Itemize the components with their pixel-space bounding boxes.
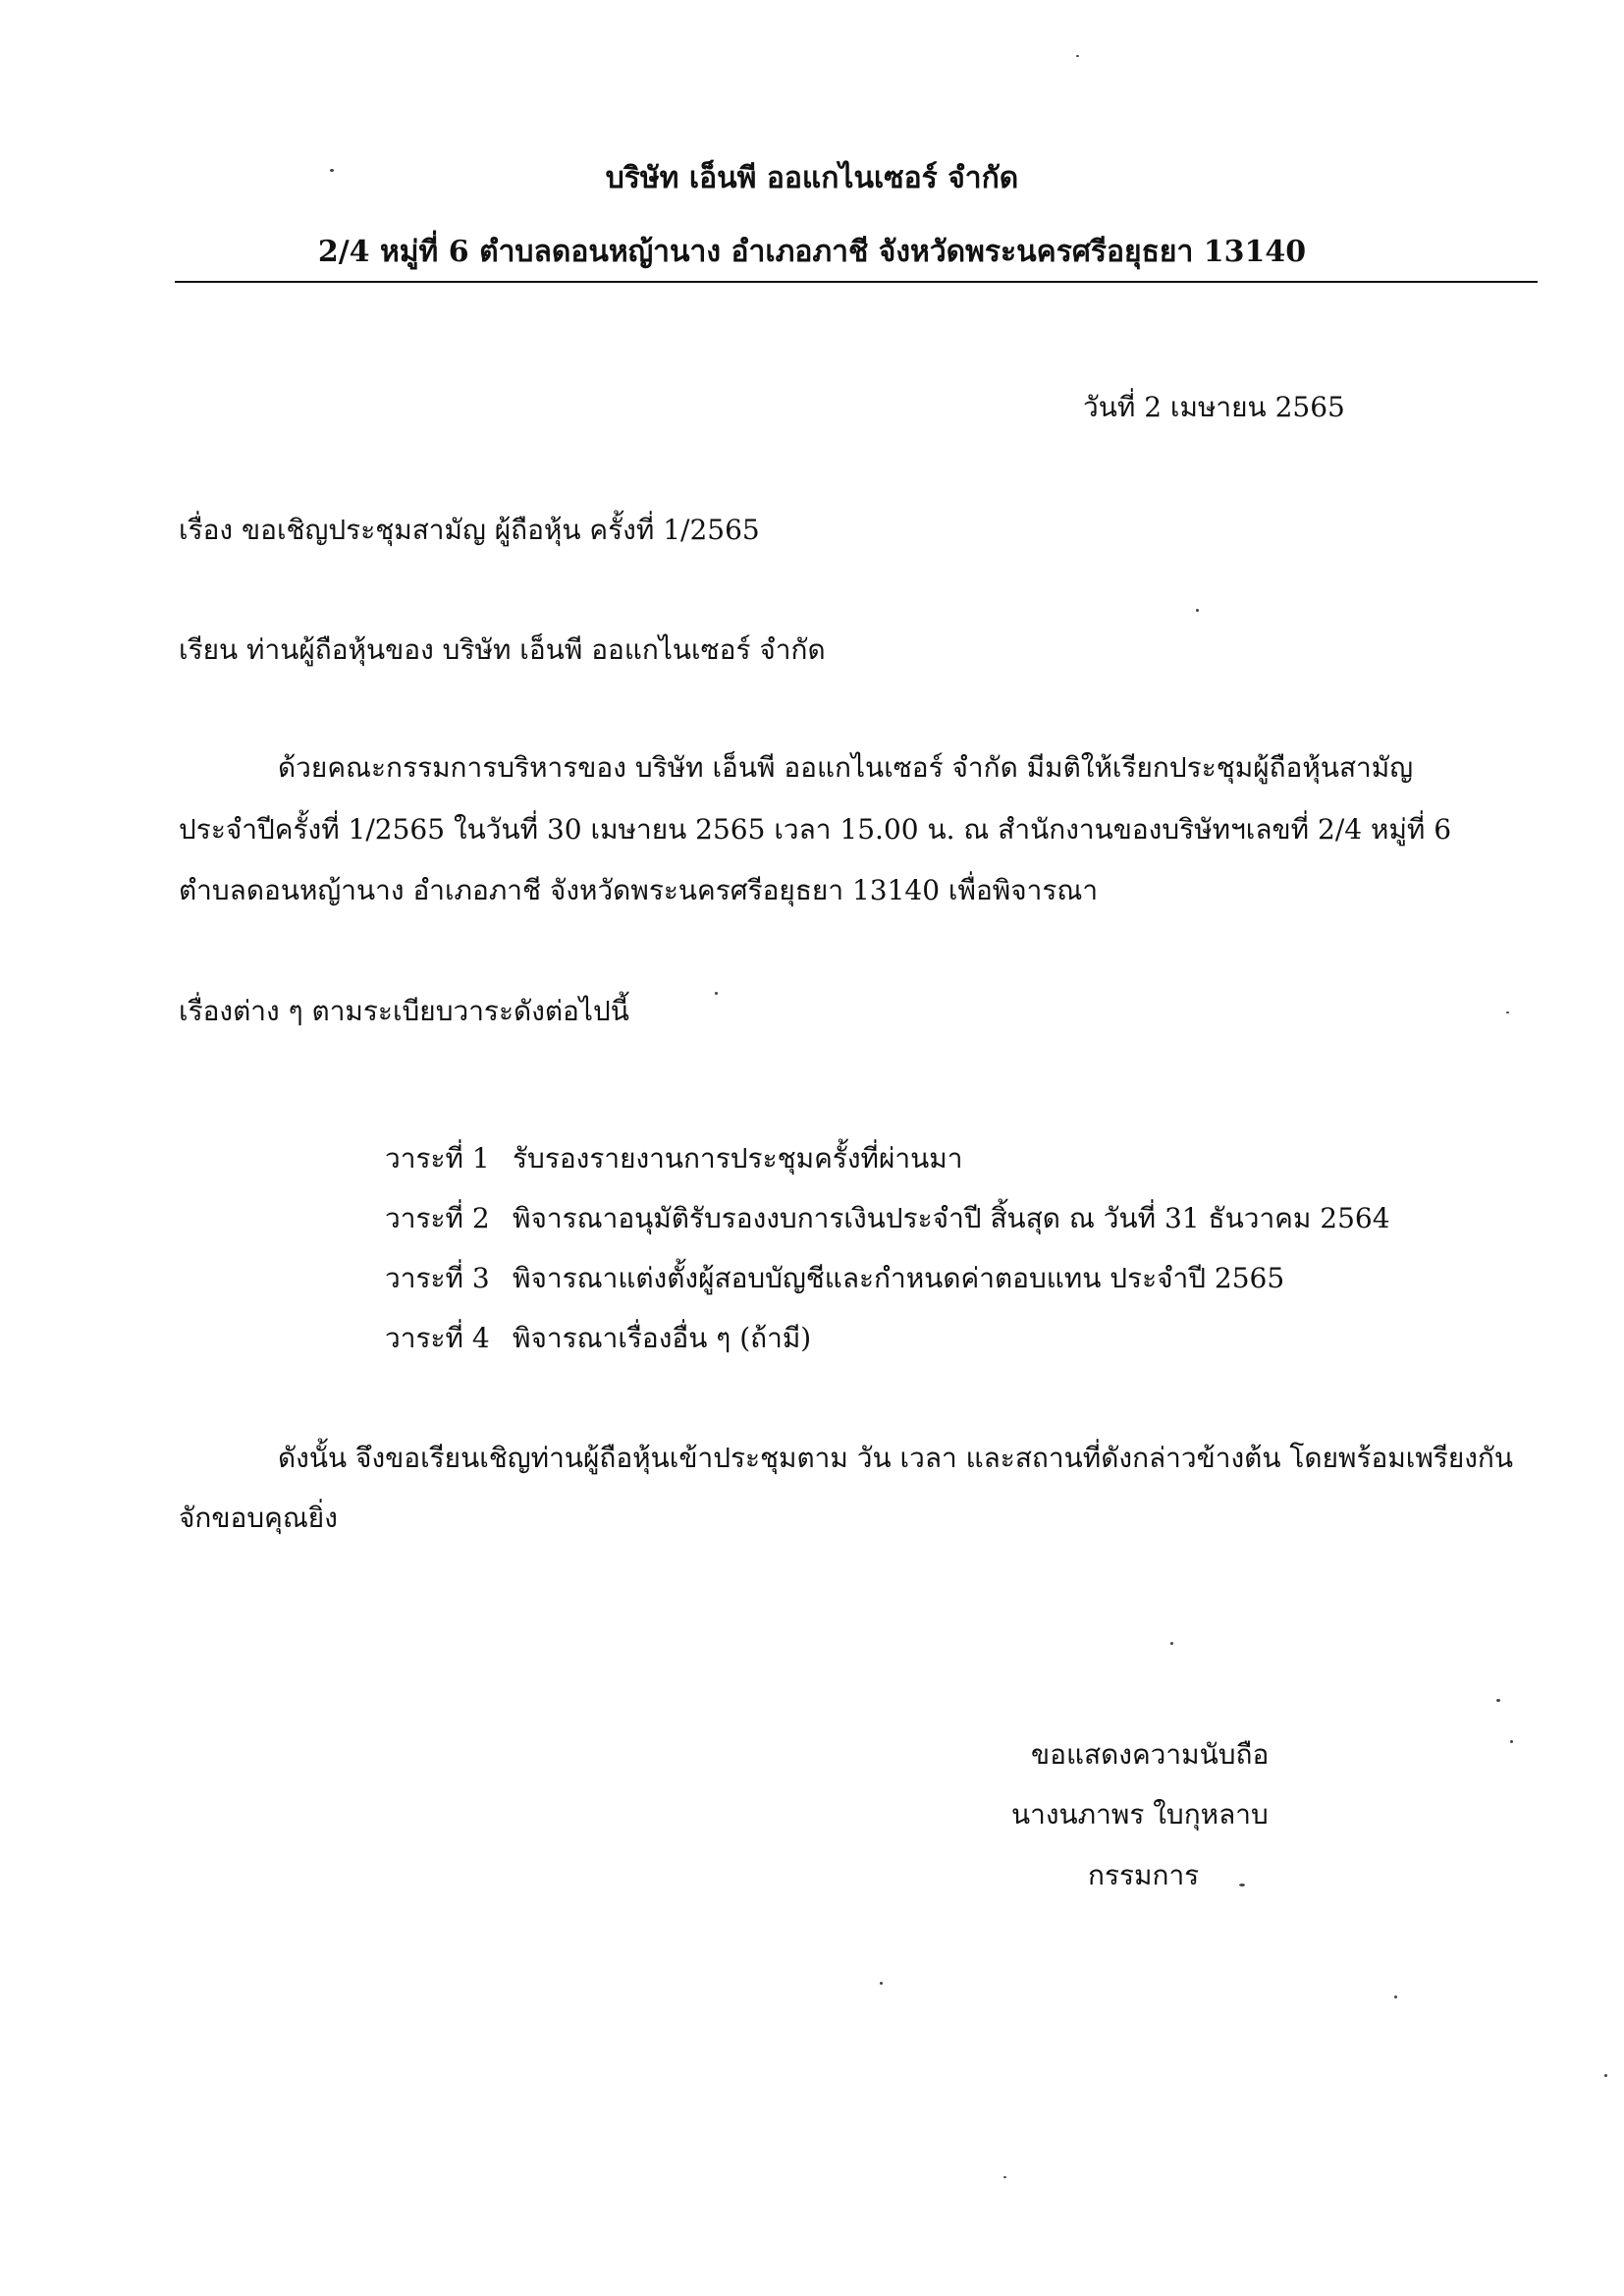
scan-speck (1394, 1995, 1397, 1998)
agenda-item-text: พิจารณาเรื่องอื่น ๆ (ถ้ามี) (513, 1322, 812, 1354)
letter-date: วันที่ 2 เมษายน 2565 (1083, 391, 1345, 423)
scan-speck (1003, 2176, 1006, 2178)
company-name: บริษัท เอ็นพี ออแกไนเซอร์ จำกัด (605, 161, 1019, 195)
signature-regards: ขอแสดงความนับถือ (1031, 1738, 1270, 1771)
agenda-item-text: พิจารณาอนุมัติรับรองงบการเงินประจำปี สิ้นสุด ณ วันที่ 31 ธันวาคม 2564 (513, 1202, 1390, 1234)
body-line: ประจำปีครั้งที่ 1/2565 ในวันที่ 30 เมษายน 2565 เวลา 15.00 น. ณ สำนักงานของบริษัทฯเลขที่ 2/4 หมู่ที่ 6 (179, 813, 1452, 846)
letter-salutation: เรียน ท่านผู้ถือหุ้นของ บริษัท เอ็นพี ออแกไนเซอร์ จำกัด (179, 633, 826, 666)
scan-speck (1076, 55, 1079, 57)
agenda-item-label: วาระที่ 4 (385, 1322, 490, 1354)
body-line: ตำบลดอนหญ้านาง อำเภอภาชี จังหวัดพระนครศรีอยุธยา 13140 เพื่อพิจารณา (179, 874, 1099, 906)
scan-speck (1196, 609, 1199, 612)
signature-position: กรรมการ (1088, 1859, 1200, 1891)
scan-speck (1506, 1011, 1509, 1013)
agenda-item-text: รับรองรายงานการประชุมครั้งที่ผ่านมา (513, 1142, 963, 1175)
agenda-item-text: พิจารณาแต่งตั้งผู้สอบบัญชีและกำหนดค่าตอบแทน ประจำปี 2565 (513, 1262, 1285, 1294)
company-address: 2/4 หมู่ที่ 6 ตำบลดอนหญ้านาง อำเภอภาชี จังหวัดพระนครศรีอยุธยา 13140 (317, 235, 1307, 269)
closing-line: จักขอบคุณยิ่ง (179, 1502, 338, 1534)
signature-name: นางนภาพร ใบกุหลาบ (1011, 1798, 1269, 1831)
scan-speck (1510, 1740, 1513, 1743)
body-line: ด้วยคณะกรรมการบริหารของ บริษัท เอ็นพี ออแกไนเซอร์ จำกัด มีมติให้เรียกประชุมผู้ถือหุ้นสามัญ (278, 751, 1414, 784)
header-divider (175, 281, 1538, 283)
letter-subject: เรื่อง ขอเชิญประชุมสามัญ ผู้ถือหุ้น ครั้งที่ 1/2565 (179, 514, 760, 546)
scan-speck (330, 169, 334, 172)
agenda-item-label: วาระที่ 2 (385, 1202, 490, 1234)
scan-speck (715, 992, 718, 995)
scan-speck (1604, 2074, 1607, 2077)
agenda-item-label: วาระที่ 3 (385, 1262, 490, 1294)
closing-line: ดังนั้น จึงขอเรียนเชิญท่านผู้ถือหุ้นเข้าประชุมตาม วัน เวลา และสถานที่ดังกล่าวข้างต้น โดยพร้อมเพรียงกัน (278, 1442, 1514, 1474)
scan-speck (1170, 1642, 1173, 1645)
body-line: เรื่องต่าง ๆ ตามระเบียบวาระดังต่อไปนี้ (179, 995, 629, 1027)
agenda-item-label: วาระที่ 1 (385, 1142, 490, 1175)
scan-speck (1239, 1884, 1245, 1886)
scan-speck (1496, 1699, 1500, 1702)
scan-speck (880, 1982, 883, 1985)
